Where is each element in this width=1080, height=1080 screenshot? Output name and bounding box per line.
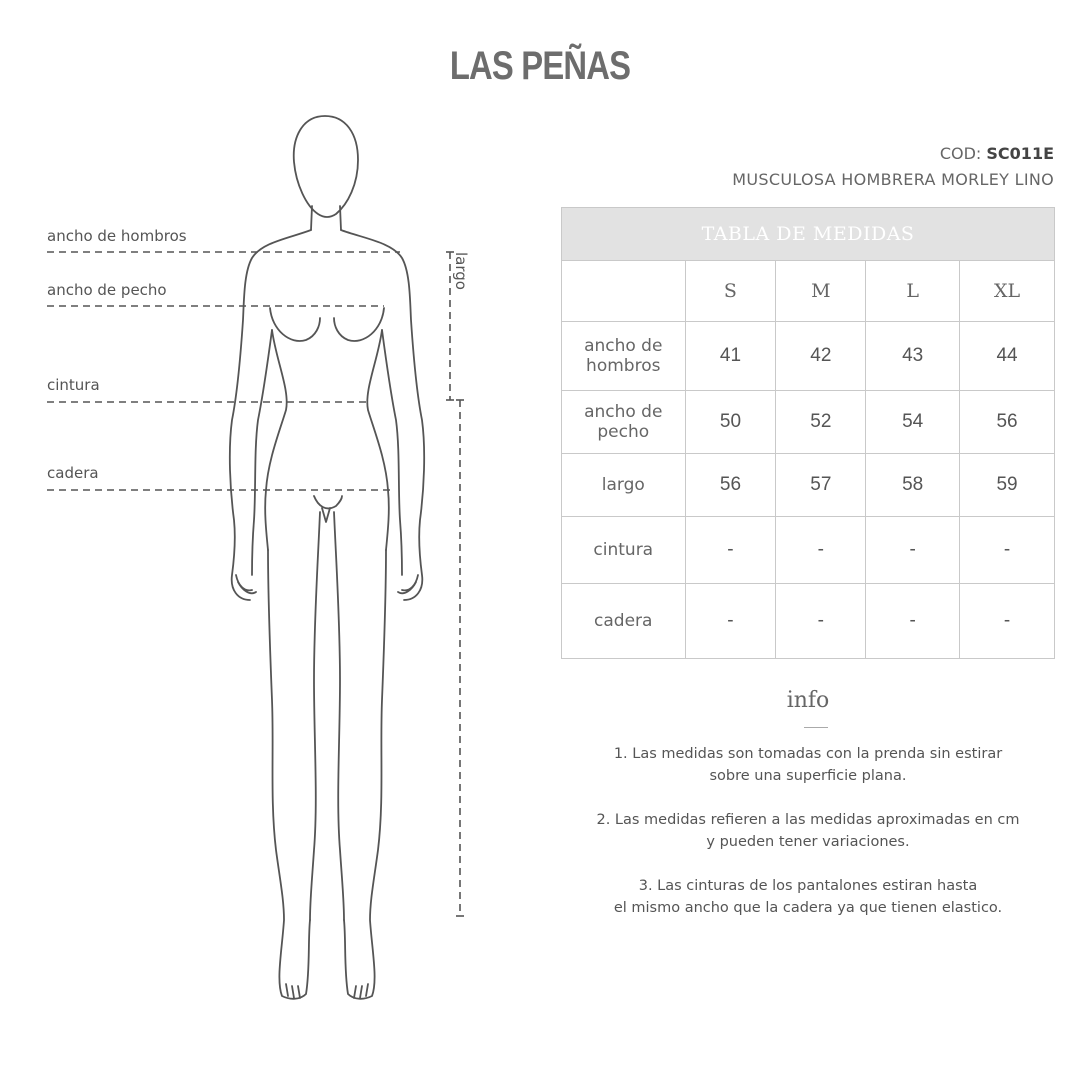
info-note-2 [561, 809, 1055, 853]
table-cell: 54 [866, 391, 960, 454]
table-cell: 50 [685, 391, 776, 454]
table-cell: 42 [776, 322, 866, 391]
info-note-3 [561, 875, 1055, 919]
table-row [562, 391, 1055, 454]
label-waist: cintura [47, 376, 100, 394]
product-code [940, 144, 1054, 163]
note-line: 3. Las cinturas de los pantalones estiran hasta [638, 878, 978, 894]
product-name: MUSCULOSA HOMBRERA MORLEY LINO [732, 170, 1054, 189]
table-cell: 59 [960, 454, 1055, 517]
table-cell: - [866, 517, 960, 584]
label-chest: ancho de pecho [47, 281, 167, 299]
figure-head [294, 116, 358, 217]
row-label-line: hombros [586, 356, 661, 376]
table-cell: - [866, 584, 960, 659]
size-header-empty [562, 261, 686, 322]
table-cell: - [685, 584, 776, 659]
size-header-m: M [776, 261, 866, 322]
table-row [562, 322, 1055, 391]
table-cell: 41 [685, 322, 776, 391]
table-cell: 56 [685, 454, 776, 517]
size-table [561, 207, 1055, 659]
product-code-value: SC011E [986, 144, 1054, 163]
table-row [562, 584, 1055, 659]
size-table-title: TABLA DE MEDIDAS [562, 208, 1055, 261]
note-line: el mismo ancho que la cadera ya que tienen elastico. [613, 900, 1003, 916]
table-cell: 44 [960, 322, 1055, 391]
info-divider [804, 727, 828, 728]
row-label: cadera [562, 584, 686, 659]
table-row [562, 517, 1055, 584]
table-cell: 43 [866, 322, 960, 391]
label-shoulders: ancho de hombros [47, 227, 187, 245]
size-header-xl: XL [960, 261, 1055, 322]
table-cell: - [776, 584, 866, 659]
table-cell: 57 [776, 454, 866, 517]
info-note-1 [561, 743, 1055, 787]
table-cell: 52 [776, 391, 866, 454]
label-length: largo [452, 252, 470, 290]
row-label-line: pecho [597, 422, 650, 442]
table-cell: - [960, 584, 1055, 659]
note-line: 2. Las medidas refieren a las medidas aproximadas en cm [596, 812, 1020, 828]
info-title: info [786, 688, 830, 713]
note-line: y pueden tener variaciones. [706, 834, 910, 850]
row-label-line: ancho de [584, 402, 663, 422]
brand-logo: LAS PEÑAS [449, 44, 631, 88]
note-line: sobre una superficie plana. [709, 768, 907, 784]
table-cell: - [685, 517, 776, 584]
label-hip: cadera [47, 464, 99, 482]
table-cell: 58 [866, 454, 960, 517]
row-label-line: ancho de [584, 336, 663, 356]
note-line: 1. Las medidas son tomadas con la prenda sin estirar [613, 746, 1003, 762]
size-header-s: S [685, 261, 776, 322]
row-label: largo [562, 454, 686, 517]
table-cell: 56 [960, 391, 1055, 454]
size-header-l: L [866, 261, 960, 322]
table-cell: - [960, 517, 1055, 584]
table-cell: - [776, 517, 866, 584]
row-label: cintura [562, 517, 686, 584]
row-label [562, 391, 686, 454]
table-row [562, 454, 1055, 517]
product-code-prefix: COD: [939, 144, 982, 163]
row-label [562, 322, 686, 391]
